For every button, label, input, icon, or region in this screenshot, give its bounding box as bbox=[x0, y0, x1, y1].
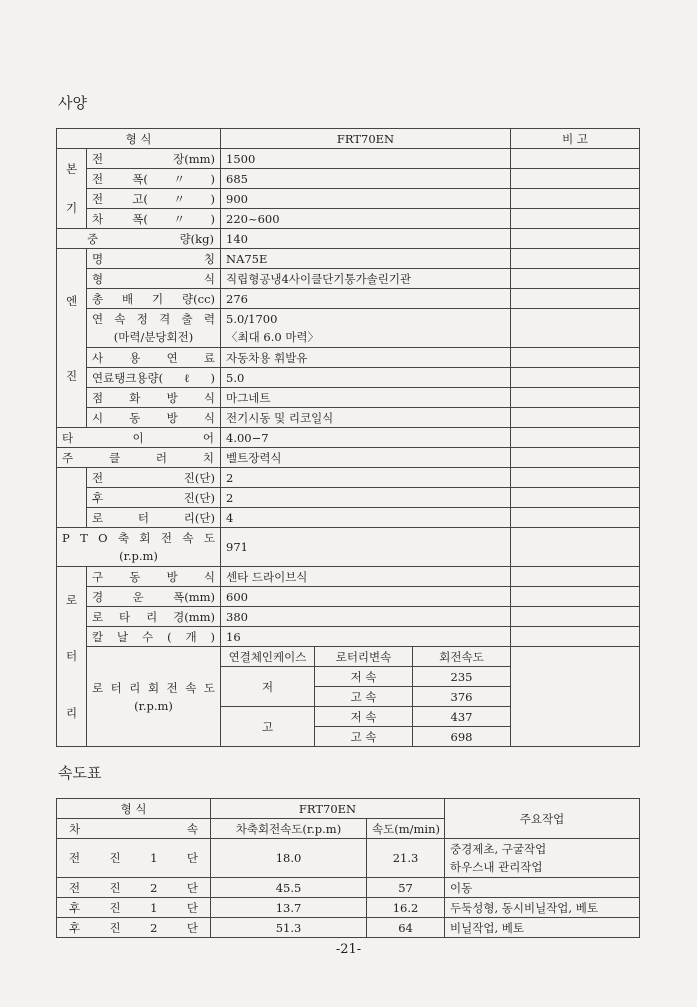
spec-header-type: 형 식 bbox=[57, 129, 221, 149]
spec-value: 5.0 bbox=[221, 368, 511, 388]
spec-header-model: FRT70EN bbox=[221, 129, 511, 149]
spec-note bbox=[511, 189, 640, 209]
speed-header-model: FRT70EN bbox=[211, 799, 445, 819]
clutch-value: 벨트장력식 bbox=[221, 448, 511, 468]
body-group-label: 본 기 bbox=[57, 149, 87, 229]
spec-label: 점 화 방 식 bbox=[87, 388, 221, 408]
spec-value: NA75E bbox=[221, 249, 511, 269]
spec-note bbox=[511, 348, 640, 368]
rotary-speed-label: 로 터 리 회 전 속 도 (r.p.m) bbox=[87, 647, 221, 747]
spec-label: 명 칭 bbox=[87, 249, 221, 269]
rotary-shift: 고 속 bbox=[315, 727, 413, 747]
speed-value: 64 bbox=[367, 918, 445, 938]
spec-label: 후 진(단) bbox=[87, 488, 221, 508]
spec-value: 전기시동 및 리코일식 bbox=[221, 408, 511, 428]
engine-group-label: 엔 진 bbox=[57, 249, 87, 428]
speed-value: 16.2 bbox=[367, 898, 445, 918]
weight-value: 140 bbox=[221, 229, 511, 249]
spec-header-row bbox=[57, 129, 640, 149]
spec-value: 220~600 bbox=[221, 209, 511, 229]
weight-label: 중 량(kg) bbox=[57, 229, 221, 249]
spec-note bbox=[511, 388, 640, 408]
speed-table bbox=[56, 798, 640, 938]
rotary-speed-header-shift: 로터리변속 bbox=[315, 647, 413, 667]
spec-note bbox=[511, 627, 640, 647]
speed-value: 21.3 bbox=[367, 839, 445, 878]
spec-label: 형 식 bbox=[87, 269, 221, 289]
spec-heading: 사양 bbox=[58, 94, 87, 112]
rotary-rpm: 437 bbox=[413, 707, 511, 727]
spec-note bbox=[511, 528, 640, 567]
spec-note bbox=[511, 368, 640, 388]
speed-header-speed: 속도(m/min) bbox=[367, 819, 445, 839]
spec-note bbox=[511, 647, 640, 747]
rotary-group-label: 로 터 리 bbox=[57, 567, 87, 747]
speed-axle: 18.0 bbox=[211, 839, 367, 878]
speed-work: 이동 bbox=[445, 878, 640, 898]
speed-value: 57 bbox=[367, 878, 445, 898]
spec-label: 총 배 기 량(cc) bbox=[87, 289, 221, 309]
speed-header-axle: 차축회전속도(r.p.m) bbox=[211, 819, 367, 839]
speed-row bbox=[57, 878, 640, 898]
spec-note bbox=[511, 289, 640, 309]
spec-label: 시 동 방 식 bbox=[87, 408, 221, 428]
tire-value: 4.00−7 bbox=[221, 428, 511, 448]
spec-note bbox=[511, 408, 640, 428]
spec-note bbox=[511, 488, 640, 508]
speed-row bbox=[57, 898, 640, 918]
spec-value: 900 bbox=[221, 189, 511, 209]
spec-value: 1500 bbox=[221, 149, 511, 169]
speed-gear: 후 진 1 단 bbox=[57, 898, 211, 918]
spec-table bbox=[56, 128, 640, 747]
spec-label: 연료탱크용량(ℓ) bbox=[87, 368, 221, 388]
spec-label: 로 타 리 경(mm) bbox=[87, 607, 221, 627]
spec-value: 276 bbox=[221, 289, 511, 309]
page-number: -21- bbox=[335, 942, 362, 957]
speed-axle: 45.5 bbox=[211, 878, 367, 898]
pto-value: 971 bbox=[221, 528, 511, 567]
spec-label: 전 진(단) bbox=[87, 468, 221, 488]
spec-value: 마그네트 bbox=[221, 388, 511, 408]
spec-note bbox=[511, 428, 640, 448]
spec-note bbox=[511, 309, 640, 348]
spec-value: 직립형공냉4사이클단기통가솔린기관 bbox=[221, 269, 511, 289]
speed-work: 두둑성형, 동시비닐작업, 베토 bbox=[445, 898, 640, 918]
spec-note bbox=[511, 209, 640, 229]
rotary-rpm: 235 bbox=[413, 667, 511, 687]
spec-value: 자동차용 휘발유 bbox=[221, 348, 511, 368]
spec-note bbox=[511, 448, 640, 468]
spec-value: 2 bbox=[221, 488, 511, 508]
spec-label: 전 고(〃) bbox=[87, 189, 221, 209]
speed-row bbox=[57, 839, 640, 878]
spec-label: 구 동 방 식 bbox=[87, 567, 221, 587]
spec-label: 경 운 폭(mm) bbox=[87, 587, 221, 607]
spec-label: 차 폭(〃) bbox=[87, 209, 221, 229]
rotary-speed-header-case: 연결체인케이스 bbox=[221, 647, 315, 667]
spec-label: 연 속 정 격 출 력 (마력/분당회전) bbox=[87, 309, 221, 348]
spec-note bbox=[511, 269, 640, 289]
spec-value: 380 bbox=[221, 607, 511, 627]
speed-axle: 51.3 bbox=[211, 918, 367, 938]
speed-gear: 후 진 2 단 bbox=[57, 918, 211, 938]
speed-header-type: 형 식 bbox=[57, 799, 211, 819]
speed-header-work: 주요작업 bbox=[445, 799, 640, 839]
spec-note bbox=[511, 587, 640, 607]
spec-value: 4 bbox=[221, 508, 511, 528]
speed-axle: 13.7 bbox=[211, 898, 367, 918]
spec-label: 전 폭(〃) bbox=[87, 169, 221, 189]
spec-value: 센타 드라이브식 bbox=[221, 567, 511, 587]
spec-value: 16 bbox=[221, 627, 511, 647]
speed-header-gear: 차 속 bbox=[57, 819, 211, 839]
speed-work: 중경제초, 구굴작업 하우스내 관리작업 bbox=[445, 839, 640, 878]
speed-row bbox=[57, 918, 640, 938]
rotary-speed-header-rpm: 회전속도 bbox=[413, 647, 511, 667]
spec-label: 칼 날 수 ( 개 ) bbox=[87, 627, 221, 647]
spec-note bbox=[511, 607, 640, 627]
spec-value: 2 bbox=[221, 468, 511, 488]
speed-work: 비닐작업, 베토 bbox=[445, 918, 640, 938]
clutch-label: 주 클 러 치 bbox=[57, 448, 221, 468]
spec-value: 600 bbox=[221, 587, 511, 607]
spec-value: 685 bbox=[221, 169, 511, 189]
spec-note bbox=[511, 229, 640, 249]
spec-note bbox=[511, 508, 640, 528]
speed-gear: 전 진 1 단 bbox=[57, 839, 211, 878]
spec-note bbox=[511, 149, 640, 169]
rotary-shift: 저 속 bbox=[315, 707, 413, 727]
rotary-shift: 저 속 bbox=[315, 667, 413, 687]
speed-heading: 속도표 bbox=[58, 764, 102, 782]
tire-label: 타 이 어 bbox=[57, 428, 221, 448]
gear-group-label bbox=[57, 468, 87, 528]
rotary-shift: 고 속 bbox=[315, 687, 413, 707]
spec-header-note: 비 고 bbox=[511, 129, 640, 149]
spec-note bbox=[511, 249, 640, 269]
spec-note bbox=[511, 468, 640, 488]
spec-note bbox=[511, 169, 640, 189]
rotary-rpm: 698 bbox=[413, 727, 511, 747]
spec-label: 전 장(mm) bbox=[87, 149, 221, 169]
speed-gear: 전 진 2 단 bbox=[57, 878, 211, 898]
rotary-rpm: 376 bbox=[413, 687, 511, 707]
spec-label: 사 용 연 료 bbox=[87, 348, 221, 368]
rotary-case-high: 고 bbox=[221, 707, 315, 747]
pto-label: P T O 축 회 전 속 도 (r.p.m) bbox=[57, 528, 221, 567]
rotary-case-low: 저 bbox=[221, 667, 315, 707]
spec-label: 로 터 리(단) bbox=[87, 508, 221, 528]
spec-note bbox=[511, 567, 640, 587]
spec-value: 5.0/1700 〈최대 6.0 마력〉 bbox=[221, 309, 511, 348]
